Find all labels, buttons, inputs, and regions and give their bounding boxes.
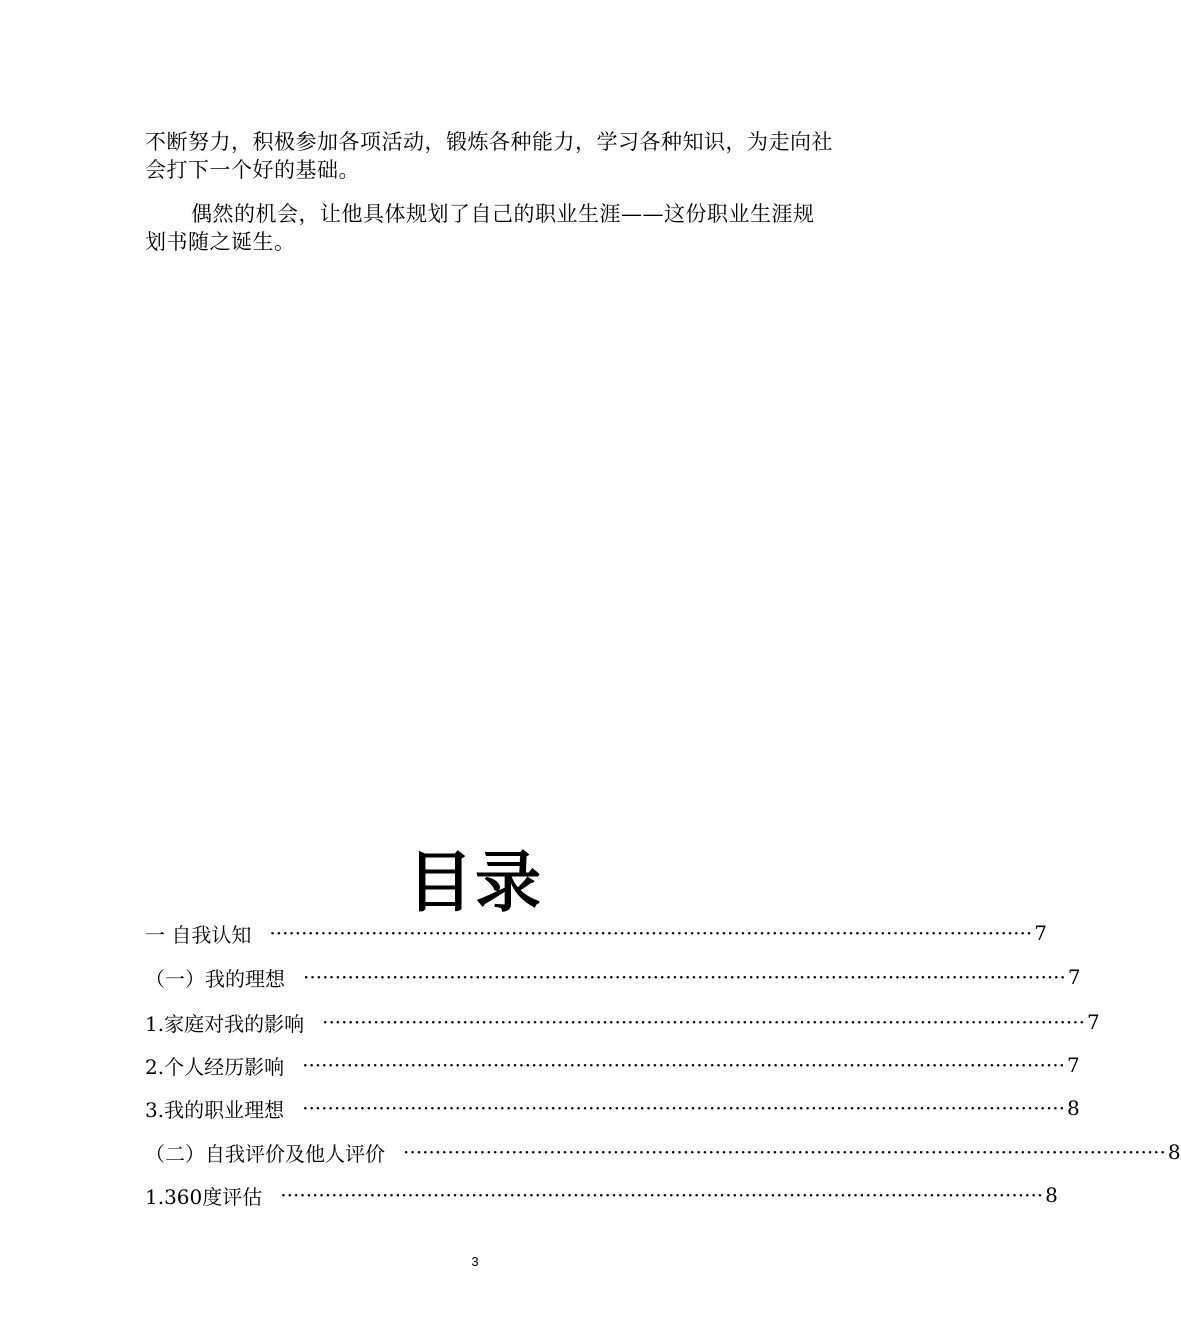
- toc-entry-page: 8: [1066, 1096, 1080, 1120]
- toc-entry-label: 3.我的职业理想: [145, 1097, 285, 1122]
- body-paragraph: 偶然的机会，让他具体规划了自己的职业生涯——这份职业生涯规划书随之诞生。: [145, 202, 815, 254]
- toc-entry-page: 8: [1167, 1140, 1181, 1164]
- toc-title: 目录: [407, 843, 543, 921]
- toc-entry-page: 7: [1034, 921, 1047, 945]
- toc-entry-page: 7: [1067, 965, 1081, 989]
- toc-entry-label: 2.个人经历影响: [145, 1054, 285, 1079]
- toc-entry[interactable]: [145, 1005, 1100, 1039]
- toc-entry-page: 7: [1086, 1010, 1100, 1034]
- toc-entry-label: 1.360度评估: [145, 1184, 263, 1209]
- toc-entry[interactable]: [145, 1091, 1080, 1125]
- toc-entry[interactable]: [145, 1178, 1058, 1212]
- toc-entry-page: 8: [1045, 1183, 1058, 1207]
- toc-entry[interactable]: [145, 1048, 1080, 1082]
- toc-leader-dots: ························································································································: [322, 1010, 1085, 1034]
- toc-entry[interactable]: [145, 1135, 1181, 1169]
- toc-leader-dots: ························································································································: [302, 1053, 1065, 1077]
- toc-entry-label: （一）我的理想: [145, 966, 285, 991]
- toc-entry-label: 1.家庭对我的影响: [145, 1011, 305, 1036]
- toc-entry-page: 7: [1066, 1053, 1080, 1077]
- toc-entry[interactable]: [145, 960, 1081, 994]
- toc-leader-dots: ························································································································: [403, 1140, 1166, 1164]
- toc-leader-dots: ························································································································: [269, 921, 1033, 945]
- body-paragraph: 不断努力，积极参加各项活动，锻炼各种能力，学习各种知识，为走向社会打下一个好的基础。: [145, 130, 833, 182]
- toc-leader-dots: ························································································································: [302, 1096, 1065, 1120]
- toc-entry-label: （二）自我评价及他人评价: [145, 1141, 385, 1166]
- toc-entry[interactable]: [145, 916, 1047, 950]
- toc-leader-dots: ························································································································: [280, 1183, 1044, 1207]
- page-number: 3: [471, 1254, 479, 1269]
- toc-entry-label: 一 自我认知: [145, 922, 252, 947]
- toc-leader-dots: ························································································································: [303, 965, 1066, 989]
